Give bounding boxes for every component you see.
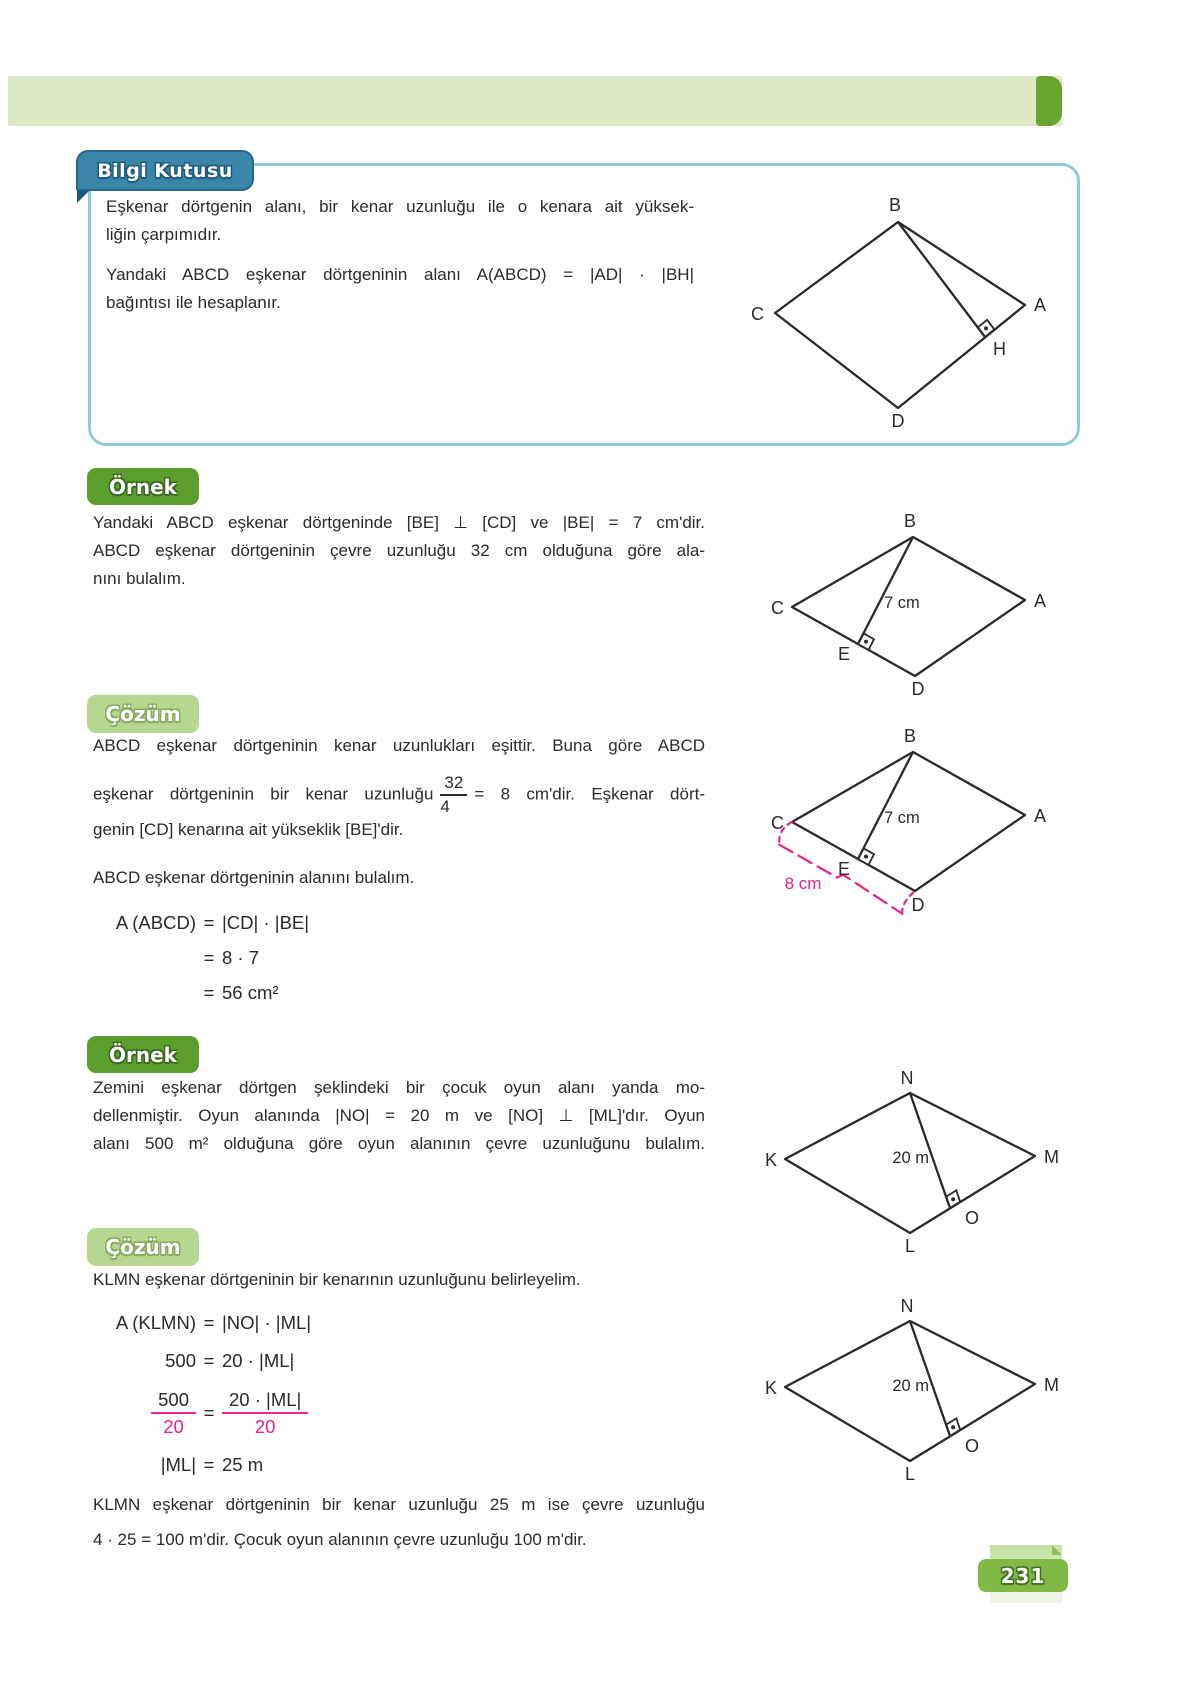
height-measure-label: 20 m	[892, 1149, 929, 1167]
fraction-32-4	[440, 772, 467, 818]
right-angle-dot	[864, 855, 868, 859]
vertex-label-b: B	[888, 195, 902, 215]
fraction-500-20	[151, 1387, 196, 1439]
equation-lhs: 500	[165, 1350, 196, 1371]
vertex-label-a: A	[1034, 806, 1047, 826]
right-angle-dot	[864, 640, 868, 644]
right-angle-dot	[951, 1425, 955, 1429]
equals-sign: =	[203, 981, 215, 1003]
diagram-rhombus-klmn-2	[725, 1293, 1060, 1493]
vertex-label-e: E	[837, 859, 851, 879]
solution1-line-post: = 8 cm'dir. Eşkenar dört-	[474, 784, 705, 804]
vertex-label-c: C	[751, 304, 764, 324]
vertex-label-b: B	[903, 511, 917, 531]
equation-rhs: 25 m	[222, 1454, 264, 1475]
diagram-rhombus-abcd-be	[760, 510, 1060, 705]
solution-label-text: Çözüm	[105, 702, 181, 726]
height-measure-label: 7 cm	[884, 809, 920, 827]
page-badge-fold	[1052, 1545, 1062, 1555]
page-number-badge	[978, 1559, 1068, 1592]
equation-rhs: 56 cm²	[222, 981, 279, 1003]
vertex-label-d: D	[911, 895, 925, 915]
right-angle-dot	[951, 1197, 955, 1201]
fraction-numerator: 32	[444, 773, 464, 792]
equation-rhs: |CD| · |BE|	[222, 911, 310, 933]
example-label-text: Örnek	[109, 1042, 177, 1067]
vertex-label-c: C	[771, 813, 784, 833]
vertex-label-k: K	[764, 1150, 777, 1170]
equation-rhs: 8 · 7	[222, 946, 260, 968]
vertex-label-o: O	[965, 1436, 980, 1456]
solution1-line: genin [CD] kenarına ait yükseklik [BE]'dir.	[93, 820, 404, 839]
fraction-20ml-20	[222, 1387, 308, 1439]
solution-label	[87, 1228, 199, 1266]
height-measure-label: 20 m	[892, 1377, 929, 1395]
info-text-line: Eşkenar dörtgenin alanı, bir kenar uzunluğu ile o kenara ait yüksek-	[106, 197, 694, 216]
equals-sign: =	[203, 1312, 215, 1333]
diagram-rhombus-abcd-h	[680, 180, 1050, 430]
vertex-label-k: K	[764, 1378, 777, 1398]
vertex-label-a: A	[1034, 591, 1047, 611]
example2-line: dellenmiştir. Oyun alanında |NO| = 20 m ve [NO] ⊥ [ML]'dır. Oyun	[93, 1106, 705, 1125]
top-bar-end-cap	[1036, 76, 1062, 126]
equals-sign: =	[203, 1454, 215, 1475]
right-angle-dot	[984, 326, 988, 330]
fraction-denominator: 20	[222, 1412, 308, 1439]
example-label	[87, 1036, 199, 1073]
solution1-line-pre: eşkenar dörtgeninin bir kenar uzunluğu	[93, 784, 434, 804]
example1-line: Yandaki ABCD eşkenar dörtgeninde [BE] ⊥ [CD] ve |BE| = 7 cm'dir.	[93, 513, 705, 532]
vertex-label-h: H	[993, 339, 1006, 359]
example2-line: alanı 500 m² olduğuna göre oyun alanının çevre uzunluğunu bulalım.	[93, 1134, 705, 1153]
solution2-line: 4 · 25 = 100 m'dir. Çocuk oyun alanının çevre uzunluğu 100 m'dir.	[93, 1530, 587, 1549]
info-text-line: liğin çarpımıdır.	[106, 225, 222, 244]
fraction-denominator: 20	[151, 1412, 196, 1439]
vertex-label-l: L	[904, 1464, 916, 1484]
side-measure-label: 8 cm	[784, 874, 822, 893]
vertex-label-b: B	[903, 726, 917, 746]
info-box-tab-label: Bilgi Kutusu	[97, 159, 233, 182]
info-text-line: bağıntısı ile hesaplanır.	[106, 293, 281, 312]
fraction-denominator: 4	[440, 794, 467, 818]
example-label-text: Örnek	[109, 474, 177, 499]
vertex-label-d: D	[911, 679, 925, 699]
solution2-line: KLMN eşkenar dörtgeninin bir kenarının uzunluğunu belirleyelim.	[93, 1270, 581, 1289]
vertex-label-m: M	[1044, 1375, 1059, 1395]
solution-label-text: Çözüm	[105, 1235, 181, 1259]
height-measure-label: 7 cm	[884, 594, 920, 612]
info-box-tab	[76, 150, 254, 191]
example2-line: Zemini eşkenar dörtgen şeklindeki bir çocuk oyun alanı yanda mo-	[93, 1078, 705, 1097]
solution1-line: ABCD eşkenar dörtgeninin alanını bulalım.	[93, 868, 415, 887]
vertex-label-n: N	[900, 1068, 914, 1088]
equation-rhs: 20 · |ML|	[222, 1350, 295, 1371]
fraction-numerator: 500	[158, 1389, 189, 1410]
diagram-rhombus-klmn-1	[725, 1065, 1060, 1265]
page-number: 231	[1000, 1563, 1046, 1588]
example1-line: ABCD eşkenar dörtgeninin çevre uzunluğu 32 cm olduğuna göre ala-	[93, 541, 705, 560]
diagram-rhombus-abcd-8cm	[710, 725, 1060, 940]
solution1-line: ABCD eşkenar dörtgeninin kenar uzunlukları eşittir. Buna göre ABCD	[93, 736, 705, 755]
vertex-label-c: C	[771, 598, 784, 618]
vertex-label-l: L	[904, 1236, 916, 1256]
example1-line: nını bulalım.	[93, 569, 186, 588]
equation-lhs: A (ABCD)	[115, 911, 196, 933]
solution1-fraction-line	[93, 772, 705, 818]
vertex-label-m: M	[1044, 1147, 1059, 1167]
equals-sign: =	[203, 1402, 215, 1423]
equation-rhs: |NO| · |ML|	[222, 1312, 312, 1333]
solution1-equations	[98, 905, 309, 1010]
equals-sign: =	[203, 1350, 215, 1371]
vertex-label-d: D	[891, 411, 905, 431]
vertex-label-e: E	[837, 644, 851, 664]
vertex-label-o: O	[965, 1208, 980, 1228]
equals-sign: =	[203, 946, 215, 968]
vertex-label-n: N	[900, 1296, 914, 1316]
solution-label	[87, 695, 199, 733]
solution2-equations	[98, 1304, 311, 1484]
height-segment-bh	[898, 222, 985, 337]
top-bar	[8, 76, 1062, 126]
equation-lhs: A (KLMN)	[115, 1312, 196, 1333]
info-text-line: Yandaki ABCD eşkenar dörtgeninin alanı A(ABCD) = |AD| · |BH|	[106, 265, 694, 284]
rhombus-outline	[775, 222, 1025, 408]
equals-sign: =	[203, 911, 215, 933]
equation-lhs: |ML|	[160, 1454, 196, 1475]
fraction-numerator: 20 · |ML|	[229, 1389, 302, 1410]
example-label	[87, 468, 199, 505]
solution2-line: KLMN eşkenar dörtgeninin bir kenar uzunluğu 25 m ise çevre uzunluğu	[93, 1495, 705, 1514]
vertex-label-a: A	[1034, 295, 1047, 315]
